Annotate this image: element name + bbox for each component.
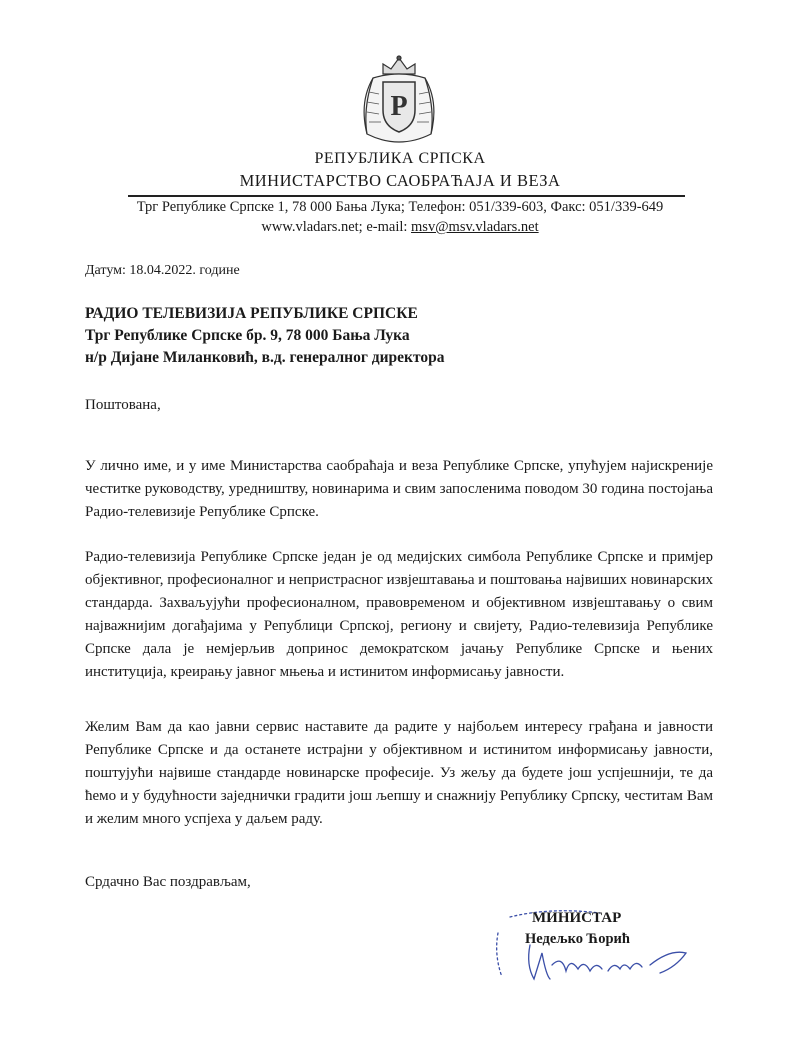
- republic-name: РЕПУБЛИКА СРПСКА: [314, 150, 486, 167]
- ministry-address: Трг Републике Српске 1, 78 000 Бања Лука; Телефон: 051/339-603, Факс: 051/339-649: [136, 199, 664, 215]
- header-divider: [128, 195, 685, 197]
- email-link[interactable]: msv@msv.vladars.net: [411, 219, 539, 235]
- body-paragraph-3: Желим Вам да као јавни сервис наставите да радите у најбољем интересу грађана и јавности Републике Српске и да останете истрајни у објективном и истинитом информисању јавности, поштујући највише стандарде новинарске професије. Уз жељу да будете још успјешнији, те да ћемо и у будућности заједнички градити још љепшу и снажнију Републику Српску, честитам Вам и желим много успјеха у даљем раду.: [85, 719, 713, 827]
- svg-text:Р: Р: [390, 91, 408, 122]
- letter-date: Датум: 18.04.2022. године: [85, 263, 240, 278]
- recipient-attention: н/р Дијане Миланковић, в.д. генералног директора: [85, 349, 445, 366]
- closing-line: Срдачно Вас поздрављам,: [85, 874, 251, 890]
- recipient-name: РАДИО ТЕЛЕВИЗИЈА РЕПУБЛИКЕ СРПСКЕ: [85, 305, 418, 322]
- minister-name: Недељко Ћорић: [525, 931, 630, 947]
- recipient-block: [85, 303, 445, 369]
- salutation: Поштована,: [85, 397, 161, 413]
- minister-title: МИНИСТАР: [532, 910, 622, 926]
- website-text: www.vladars.net; e-mail:: [261, 219, 412, 235]
- ministry-name: МИНИСТАРСТВО САОБРАЋАЈА И ВЕЗА: [239, 171, 561, 190]
- body-paragraph-1: У лично име, и у име Министарства саобраћаја и веза Републике Српске, упућујем најискреније честитке руководству, уредништву, новинарима и свим запосленима поводом 30 година постојања Радио-телевизије Републике Српске.: [85, 458, 713, 520]
- body-paragraph-2: Радио-телевизија Републике Српске један је од медијских симбола Републике Српске и примјер објективног, професионалног и непристрасног извјештавања и поштовања највиших новинарских стандарда. Захваљујући професионалном, правовременом и објективном извјештавању о свим најважнијим догађајима у Републици Српској, региону и свијету, Радио-телевизија Републике Српске дала је немјерљив допринос демократском јачању Републике Српске и њених институција, креирању јавног мњења и истинитом информисању јавности.: [85, 549, 713, 680]
- ministry-contact: [0, 219, 800, 236]
- coat-of-arms-icon: [343, 52, 455, 148]
- recipient-address: Трг Републике Српске бр. 9, 78 000 Бања Лука: [85, 327, 410, 344]
